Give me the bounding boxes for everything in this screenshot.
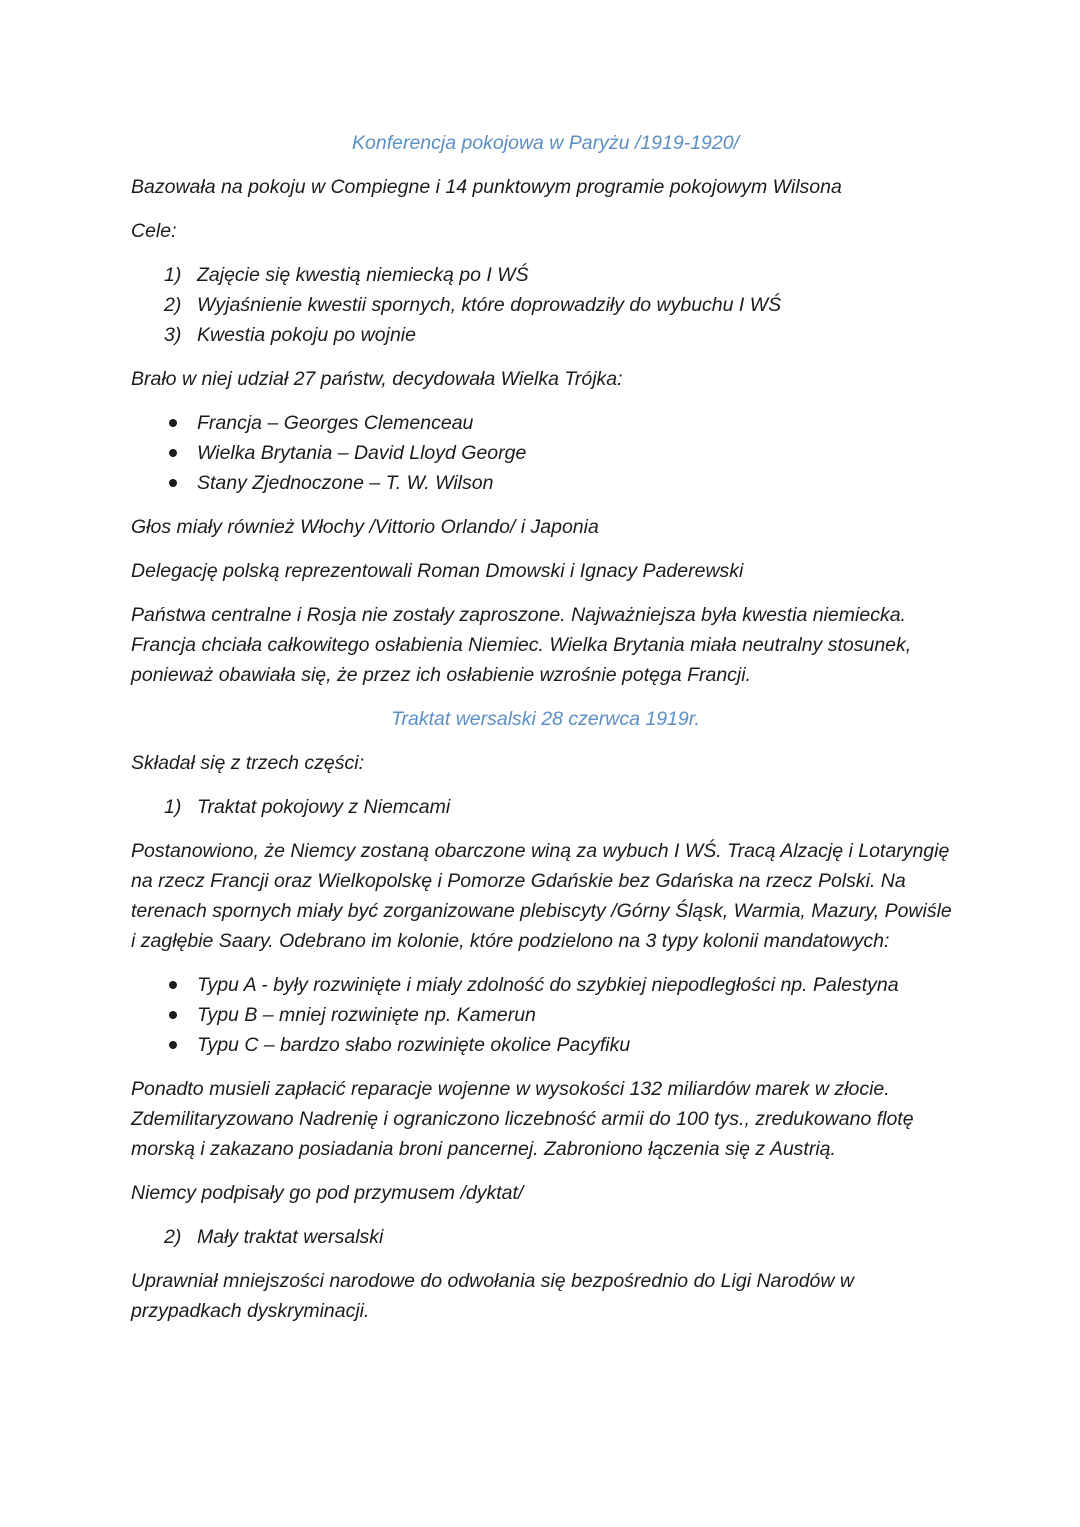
- paragraph-parts-label: Składał się z trzech części:: [131, 752, 365, 774]
- treaty-part-1-list: [131, 792, 960, 822]
- paragraph-dictate: Niemcy podpisały go pod przymusem /dyktat/: [131, 1182, 524, 1204]
- list-item-text: Kwestia pokoju po wojnie: [197, 324, 416, 346]
- list-item: [131, 408, 960, 438]
- list-number: 2): [164, 294, 182, 316]
- paragraph-italy-japan: Głos miały również Włochy /Vittorio Orlando/ i Japonia: [131, 516, 599, 538]
- list-item-text: Mały traktat wersalski: [197, 1226, 384, 1248]
- bullet-icon: [169, 981, 177, 989]
- list-number: 1): [164, 796, 182, 818]
- list-item: [131, 1030, 960, 1060]
- list-item-text: Typu B – mniej rozwinięte np. Kamerun: [197, 1004, 536, 1026]
- list-item: [131, 1222, 960, 1252]
- list-item-text: Traktat pokojowy z Niemcami: [197, 796, 451, 818]
- list-item: [131, 260, 960, 290]
- list-item-text: Wyjaśnienie kwestii spornych, które doprowadziły do wybuchu I WŚ: [197, 294, 782, 316]
- list-number: 2): [164, 1226, 182, 1248]
- list-item-text: Wielka Brytania – David Lloyd George: [197, 442, 527, 464]
- paragraph-central-powers: Państwa centralne i Rosja nie zostały zaproszone. Najważniejsza była kwestia niemiecka. Francja chciała całkowitego osłabienia Niemiec. Wielka Brytania miała neutralny stosunek, ponieważ obawiała się, że przez ich osłabienie wzrośnie potęga Francji.: [131, 604, 912, 686]
- bullet-icon: [169, 479, 177, 487]
- paragraph-reparations: Ponadto musieli zapłacić reparacje wojenne w wysokości 132 miliardów marek w złocie. Zdemilitaryzowano Nadrenię i ograniczono liczebność armii do 100 tys., zredukowano flotę morską i zakazano posiadania broni pancernej. Zabroniono łączenia się z Austrią.: [131, 1078, 914, 1160]
- section-title-versailles: Traktat wersalski 28 czerwca 1919r.: [391, 708, 700, 730]
- bullet-icon: [169, 449, 177, 457]
- list-number: 1): [164, 264, 182, 286]
- goals-list: [131, 260, 960, 350]
- bullet-icon: [169, 1041, 177, 1049]
- list-number: 3): [164, 324, 182, 346]
- list-item-text: Typu A - były rozwinięte i miały zdolność do szybkiej niepodległości np. Palestyna: [197, 974, 899, 996]
- paragraph-goals-label: Cele:: [131, 220, 177, 242]
- paragraph-participants: Brało w niej udział 27 państw, decydowała Wielka Trójka:: [131, 368, 623, 390]
- paragraph-polish-delegation: Delegację polską reprezentowali Roman Dmowski i Ignacy Paderewski: [131, 560, 744, 582]
- list-item: [131, 792, 960, 822]
- list-item: [131, 970, 960, 1000]
- bullet-icon: [169, 1011, 177, 1019]
- list-item: [131, 468, 960, 498]
- list-item: [131, 290, 960, 320]
- big-three-list: [131, 408, 960, 498]
- list-item-text: Zajęcie się kwestią niemiecką po I WŚ: [197, 264, 529, 286]
- paragraph-basis: Bazowała na pokoju w Compiegne i 14 punktowym programie pokojowym Wilsona: [131, 176, 842, 198]
- paragraph-treaty-terms: Postanowiono, że Niemcy zostaną obarczone winą za wybuch I WŚ. Tracą Alzację i Lotaryngię na rzecz Francji oraz Wielkopolskę i Pomorze Gdańskie bez Gdańska na rzecz Polski. Na terenach spornych miały być zorganizowane plebiscyty /Górny Śląsk, Warmia, Mazury, Powiśle i zagłębie Saary. Odebrano im kolonie, które podzielono na 3 typy kolonii mandatowych:: [131, 840, 952, 952]
- list-item-text: Typu C – bardzo słabo rozwinięte okolice Pacyfiku: [197, 1034, 631, 1056]
- list-item: [131, 320, 960, 350]
- colony-types-list: [131, 970, 960, 1060]
- section-title-paris-conference: Konferencja pokojowa w Paryżu /1919-1920/: [352, 132, 739, 154]
- paragraph-minorities: Uprawniał mniejszości narodowe do odwołania się bezpośrednio do Ligi Narodów w przypadkach dyskryminacji.: [131, 1270, 854, 1322]
- list-item: [131, 438, 960, 468]
- bullet-icon: [169, 419, 177, 427]
- list-item-text: Stany Zjednoczone – T. W. Wilson: [197, 472, 494, 494]
- treaty-part-2-list: [131, 1222, 960, 1252]
- list-item: [131, 1000, 960, 1030]
- list-item-text: Francja – Georges Clemenceau: [197, 412, 474, 434]
